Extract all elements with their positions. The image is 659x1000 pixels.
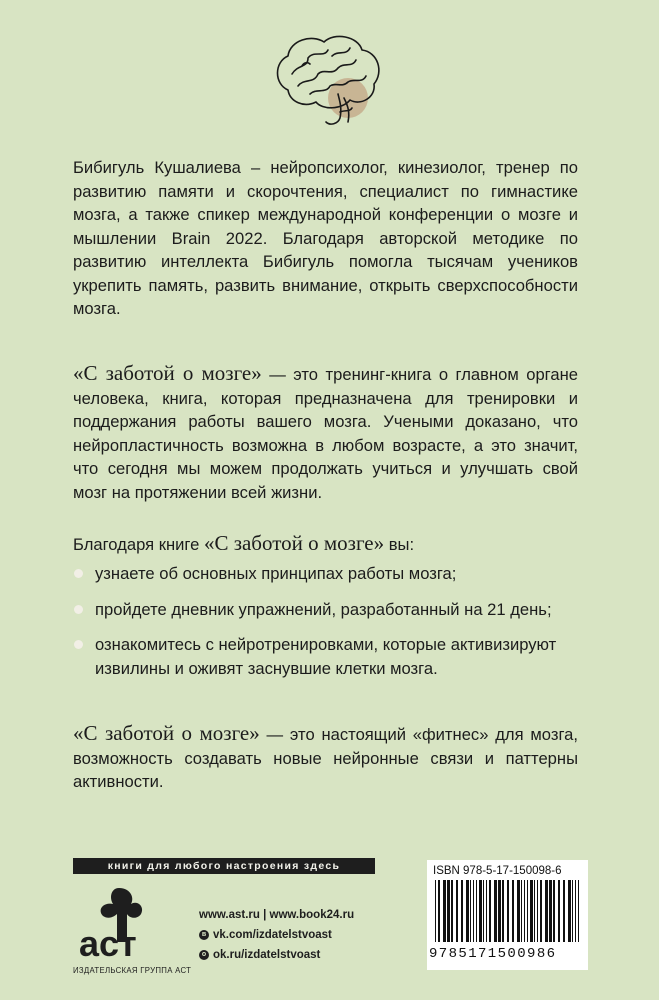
barcode-bar [512, 880, 514, 942]
barcode-bar [534, 880, 535, 942]
barcode-bars [427, 880, 588, 944]
isbn-barcode [427, 860, 588, 970]
barcode-digits: 9785171500986 [429, 946, 557, 962]
vk-icon: в [199, 930, 209, 940]
barcode-bar [545, 880, 548, 942]
bullet-dot-icon [74, 605, 83, 614]
barcode-bar [558, 880, 560, 942]
barcode-bar [527, 880, 528, 942]
benefits-lead-text: Благодаря книге [73, 535, 204, 554]
brain-illustration-icon [268, 28, 388, 132]
book-title-quote: «С заботой о мозге» [73, 361, 262, 385]
bullet-dot-icon [74, 569, 83, 578]
benefits-tail-text: вы: [384, 535, 415, 554]
barcode-bar [568, 880, 571, 942]
barcode-bar [443, 880, 446, 942]
book-title-quote: «С заботой о мозге» [203, 531, 385, 555]
barcode-bar [473, 880, 474, 942]
barcode-bar [489, 880, 491, 942]
barcode-bar [578, 880, 579, 942]
barcode-bar [537, 880, 538, 942]
barcode-bar [435, 880, 436, 942]
fitness-paragraph [73, 722, 578, 794]
benefits-lead-paragraph [73, 532, 578, 557]
barcode-bar [517, 880, 520, 942]
barcode-bar [476, 880, 477, 942]
barcode-bar [575, 880, 576, 942]
barcode-bar [507, 880, 509, 942]
publisher-links [199, 906, 354, 966]
barcode-bar [483, 880, 484, 942]
barcode-bar [502, 880, 504, 942]
websites-link[interactable]: www.ast.ru | www.book24.ru [199, 909, 355, 921]
barcode-bar [563, 880, 565, 942]
barcode-bar [486, 880, 487, 942]
publisher-name: ИЗДАТЕЛЬСКАЯ ГРУППА АСТ [73, 966, 192, 975]
barcode-bar [470, 880, 471, 942]
barcode-bar [530, 880, 533, 942]
list-item [73, 598, 578, 622]
barcode-bar [572, 880, 573, 942]
vk-link[interactable]: в vk.com/izdatelstvoast [199, 926, 354, 944]
list-item [73, 562, 578, 586]
ok-icon: о [199, 950, 209, 960]
barcode-bar [549, 880, 552, 942]
barcode-bar [494, 880, 497, 942]
barcode-bar [451, 880, 453, 942]
barcode-bar [447, 880, 450, 942]
fitness-text: — это настоящий «фитнес» для мозга, возможность создавать новые нейронные связи и паттерны активности. [73, 725, 578, 791]
bullet-dot-icon [74, 640, 83, 649]
isbn-label: ISBN 978-5-17-150098-6 [433, 865, 562, 877]
barcode-bar [498, 880, 501, 942]
barcode-bar [438, 880, 440, 942]
barcode-bar [466, 880, 469, 942]
benefit-text: узнаете об основных принципах работы мозга; [95, 564, 457, 583]
list-item [73, 633, 578, 680]
benefits-list [73, 562, 578, 692]
description-text: — это тренинг-книга о главном органе человека, книга, которая предназначена для тренировки и поддержания работы вашего мозга. Учеными доказано, что нейропластичность возможна в любом возрасте, а это значит, что сегодня мы можем продолжать учиться и улучшать свой мозг на протяжении всей жизни. [73, 365, 578, 502]
barcode-bar [456, 880, 458, 942]
barcode-bar [524, 880, 525, 942]
author-bio-paragraph: Бибигуль Кушалиева – нейропсихолог, кинезиолог, тренер по развитию памяти и скорочтения, специалист по гимнастике мозга, а также спикер международной конференции о мозге и мышлении Brain 2022. Благодаря авторской методике по развитию интеллекта Бибигуль помогла тысячам учеников укрепить память, развить внимание, открыть сверхспособности мозга. [73, 158, 578, 318]
logo-text: аст [79, 923, 137, 964]
book-description-paragraph [73, 362, 578, 504]
slogan-banner: книги для любого настроения здесь [73, 858, 375, 874]
barcode-bar [461, 880, 463, 942]
book-title-quote: «С заботой о мозге» [73, 721, 260, 745]
benefit-text: ознакомитесь с нейротренировками, которые активизируют извилины и оживят заснувшие клетки мозга. [95, 635, 557, 678]
barcode-bar [521, 880, 522, 942]
benefit-text: пройдете дневник упражнений, разработанный на 21 день; [95, 599, 552, 619]
ok-link[interactable]: о ok.ru/izdatelstvoast [199, 946, 354, 964]
barcode-bar [553, 880, 555, 942]
barcode-bar [540, 880, 542, 942]
barcode-bar [479, 880, 482, 942]
